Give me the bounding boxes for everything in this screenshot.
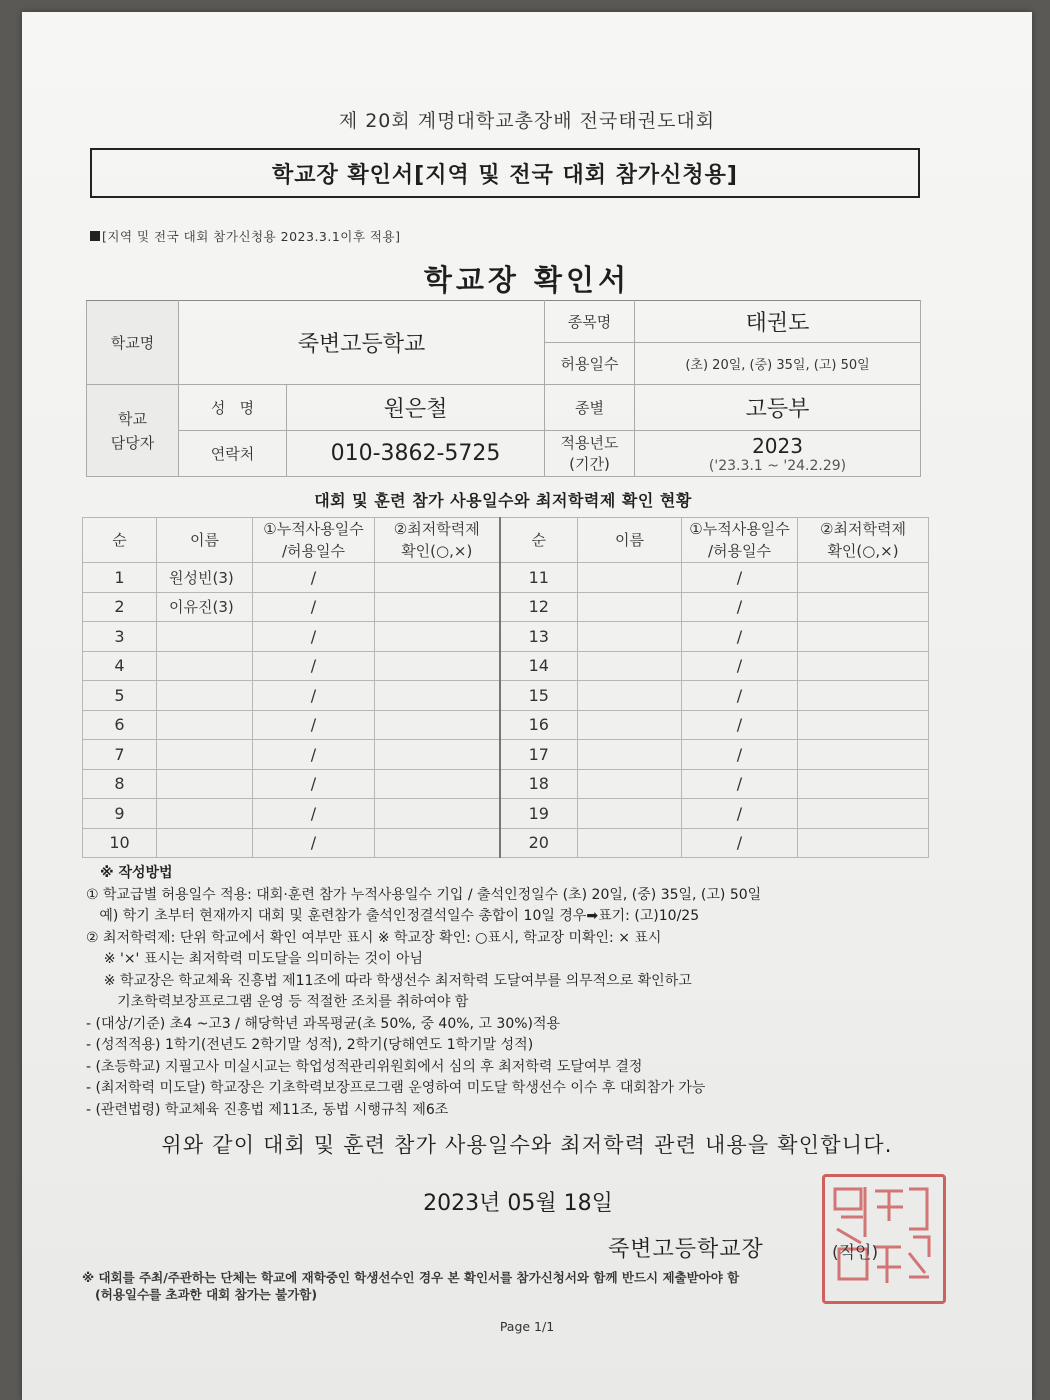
athlete-name bbox=[157, 710, 253, 740]
header-check: ②최저학력제 확인(○,×) bbox=[798, 518, 929, 563]
row-number: 5 bbox=[83, 681, 157, 711]
row-number: 19 bbox=[500, 799, 578, 829]
min-academic-check bbox=[798, 622, 929, 652]
event-label: 종목명 bbox=[545, 301, 635, 343]
header-days: ①누적사용일수 /허용일수 bbox=[253, 518, 375, 563]
instruction-line: ① 학교급별 허용일수 적용: 대회·훈련 참가 누적사용일수 기입 / 출석인정일수 (초) 20일, (중) 35일, (고) 50일 bbox=[86, 886, 762, 903]
row-number: 2 bbox=[83, 592, 157, 622]
min-academic-check bbox=[375, 592, 500, 622]
status-caption: 대회 및 훈련 참가 사용일수와 최저학력제 확인 현황 bbox=[314, 491, 692, 510]
instruction-line: - (대상/기준) 초4 ~고3 / 해당학년 과목평균(초 50%, 중 40%, 고 30%)적용 bbox=[86, 1015, 561, 1032]
athlete-rows bbox=[83, 563, 929, 858]
instruction-line: - (성적적용) 1학기(전년도 2학기말 성적), 2학기(당해연도 1학기말 성적) bbox=[86, 1037, 534, 1053]
boxed-title-text: 학교장 확인서[지역 및 전국 대회 참가신청용] bbox=[272, 162, 738, 188]
days-used: / bbox=[682, 799, 798, 829]
header-no: 순 bbox=[500, 518, 578, 563]
phone-label: 연락처 bbox=[179, 431, 287, 477]
instruction-line: ※ '×' 표시는 최저학력 미도달을 의미하는 것이 아님 bbox=[86, 951, 424, 967]
days-used: / bbox=[253, 592, 375, 622]
header-name: 이름 bbox=[578, 518, 682, 563]
days-used: / bbox=[253, 769, 375, 799]
footnote-line: ※ 대회를 주최/주관하는 단체는 학교에 재학중인 학생선수인 경우 본 확인서를 참가신청서와 함께 반드시 제출받아야 함 bbox=[82, 1270, 740, 1285]
table-row bbox=[83, 769, 929, 799]
athlete-name bbox=[578, 592, 682, 622]
instruction-line: 예) 학기 초부터 현재까지 대회 및 훈련참가 출석인정결석일수 총합이 10일 경우➡표기: (고)10/25 bbox=[86, 908, 700, 924]
days-used: / bbox=[253, 651, 375, 681]
instruction-line: 기초학력보장프로그램 운영 등 적절한 조치를 취하여야 함 bbox=[86, 994, 469, 1010]
instruction-line: ※ 작성방법 bbox=[100, 865, 173, 881]
table-row bbox=[83, 651, 929, 681]
days-used: / bbox=[682, 710, 798, 740]
row-number: 10 bbox=[83, 828, 157, 858]
footnote bbox=[82, 1269, 962, 1303]
event-value: 태권도 bbox=[635, 301, 921, 343]
athlete-name bbox=[157, 740, 253, 770]
row-number: 13 bbox=[500, 622, 578, 652]
days-used: / bbox=[682, 563, 798, 593]
header-check: ②최저학력제 확인(○,×) bbox=[375, 518, 500, 563]
table-row bbox=[83, 710, 929, 740]
row-number: 12 bbox=[500, 592, 578, 622]
school-name: 죽변고등학교 bbox=[179, 301, 545, 385]
days-used: / bbox=[682, 769, 798, 799]
allowed-days-label: 허용일수 bbox=[545, 343, 635, 385]
row-number: 7 bbox=[83, 740, 157, 770]
days-used: / bbox=[682, 828, 798, 858]
row-number: 16 bbox=[500, 710, 578, 740]
athlete-name bbox=[578, 799, 682, 829]
school-info-table bbox=[86, 300, 921, 477]
sub-note bbox=[90, 227, 400, 245]
athlete-name bbox=[578, 828, 682, 858]
min-academic-check bbox=[375, 710, 500, 740]
contact-person-label: 학교 담당자 bbox=[87, 385, 179, 477]
min-academic-check bbox=[798, 799, 929, 829]
header-name: 이름 bbox=[157, 518, 253, 563]
min-academic-check bbox=[798, 563, 929, 593]
min-academic-check bbox=[798, 651, 929, 681]
row-number: 14 bbox=[500, 651, 578, 681]
document-date: 2023년 05월 18일 bbox=[423, 1191, 613, 1216]
min-academic-check bbox=[375, 828, 500, 858]
min-academic-check bbox=[798, 710, 929, 740]
athlete-name bbox=[157, 799, 253, 829]
year-cell bbox=[635, 431, 921, 477]
athlete-name bbox=[578, 710, 682, 740]
row-number: 9 bbox=[83, 799, 157, 829]
school-label: 학교명 bbox=[87, 301, 179, 385]
athlete-name bbox=[157, 828, 253, 858]
header-days: ①누적사용일수 /허용일수 bbox=[682, 518, 798, 563]
row-number: 1 bbox=[83, 563, 157, 593]
row-number: 8 bbox=[83, 769, 157, 799]
table-row bbox=[83, 622, 929, 652]
min-academic-check bbox=[798, 828, 929, 858]
min-academic-check bbox=[798, 681, 929, 711]
footnote-line: (허용일수를 초과한 대회 참가는 불가함) bbox=[82, 1287, 318, 1302]
sub-note-text: [지역 및 전국 대회 참가신청용 2023.3.1이후 적용] bbox=[102, 229, 401, 244]
instruction-line: - (최저학력 미도달) 학교장은 기초학력보장프로그램 운영하여 미도달 학생선수 이수 후 대회참가 가능 bbox=[86, 1080, 706, 1096]
min-academic-check bbox=[375, 651, 500, 681]
table-row bbox=[83, 740, 929, 770]
category-value: 고등부 bbox=[635, 385, 921, 431]
confirmation-statement: 위와 같이 대회 및 훈련 참가 사용일수와 최저학력 관련 내용을 확인합니다. bbox=[161, 1133, 893, 1157]
athlete-name bbox=[157, 769, 253, 799]
days-used: / bbox=[682, 651, 798, 681]
table-row bbox=[83, 799, 929, 829]
min-academic-check bbox=[375, 769, 500, 799]
name-value: 원은철 bbox=[287, 385, 545, 431]
category-label: 종별 bbox=[545, 385, 635, 431]
athlete-name bbox=[578, 651, 682, 681]
athlete-name bbox=[578, 769, 682, 799]
min-academic-check bbox=[375, 740, 500, 770]
row-number: 6 bbox=[83, 710, 157, 740]
min-academic-check bbox=[798, 769, 929, 799]
athlete-name bbox=[578, 681, 682, 711]
athlete-table bbox=[82, 517, 929, 858]
min-academic-check bbox=[798, 592, 929, 622]
contest-name: 제 20회 계명대학교총장배 전국태권도대회 bbox=[338, 110, 716, 132]
athlete-name bbox=[157, 622, 253, 652]
row-number: 20 bbox=[500, 828, 578, 858]
athlete-name bbox=[157, 681, 253, 711]
row-number: 3 bbox=[83, 622, 157, 652]
days-used: / bbox=[253, 622, 375, 652]
athlete-name bbox=[157, 651, 253, 681]
page-number: Page 1/1 bbox=[499, 1319, 555, 1334]
row-number: 11 bbox=[500, 563, 578, 593]
days-used: / bbox=[682, 592, 798, 622]
instruction-line: ② 최저학력제: 단위 학교에서 확인 여부만 표시 ※ 학교장 확인: ○표시, 학교장 미확인: × 표시 bbox=[86, 929, 662, 946]
header-no: 순 bbox=[83, 518, 157, 563]
min-academic-check bbox=[375, 681, 500, 711]
seal-label: (직인) bbox=[832, 1243, 879, 1263]
athlete-name: 원성빈(3) bbox=[157, 563, 253, 593]
row-number: 17 bbox=[500, 740, 578, 770]
period-value: ('23.3.1 ~ '24.2.29) bbox=[708, 457, 847, 474]
table-header-row bbox=[83, 518, 929, 563]
boxed-title bbox=[90, 148, 920, 198]
instruction-line: - (초등학교) 지필고사 미실시교는 학업성적관리위원회에서 심의 후 최저학력 도달여부 결정 bbox=[86, 1058, 643, 1075]
name-label: 성 명 bbox=[179, 385, 287, 431]
year-value: 2023 bbox=[752, 433, 803, 458]
athlete-name bbox=[578, 563, 682, 593]
table-row bbox=[83, 563, 929, 593]
days-used: / bbox=[253, 681, 375, 711]
days-used: / bbox=[682, 681, 798, 711]
days-used: / bbox=[682, 622, 798, 652]
days-used: / bbox=[682, 740, 798, 770]
phone-value: 010-3862-5725 bbox=[287, 431, 545, 477]
row-number: 4 bbox=[83, 651, 157, 681]
principal-name: 죽변고등학교장 bbox=[608, 1237, 764, 1262]
allowed-days-value: (초) 20일, (중) 35일, (고) 50일 bbox=[635, 343, 921, 385]
athlete-name: 이유진(3) bbox=[157, 592, 253, 622]
athlete-name bbox=[578, 740, 682, 770]
athlete-name bbox=[578, 622, 682, 652]
document-title: 학교장 확인서 bbox=[423, 263, 631, 297]
days-used: / bbox=[253, 740, 375, 770]
table-row bbox=[83, 828, 929, 858]
days-used: / bbox=[253, 563, 375, 593]
instruction-line: - (관련법령) 학교체육 진흥법 제11조, 동법 시행규칙 제6조 bbox=[86, 1101, 449, 1118]
square-bullet-icon bbox=[90, 231, 100, 241]
row-number: 18 bbox=[500, 769, 578, 799]
instructions bbox=[86, 863, 966, 1121]
min-academic-check bbox=[375, 563, 500, 593]
days-used: / bbox=[253, 828, 375, 858]
document-page bbox=[22, 12, 1032, 1400]
year-label: 적용년도 (기간) bbox=[545, 431, 635, 477]
table-row bbox=[83, 592, 929, 622]
min-academic-check bbox=[375, 622, 500, 652]
min-academic-check bbox=[798, 740, 929, 770]
table-row bbox=[83, 681, 929, 711]
days-used: / bbox=[253, 710, 375, 740]
instruction-line: ※ 학교장은 학교체육 진흥법 제11조에 따라 학생선수 최저학력 도달여부를 의무적으로 확인하고 bbox=[86, 972, 692, 989]
min-academic-check bbox=[375, 799, 500, 829]
row-number: 15 bbox=[500, 681, 578, 711]
days-used: / bbox=[253, 799, 375, 829]
